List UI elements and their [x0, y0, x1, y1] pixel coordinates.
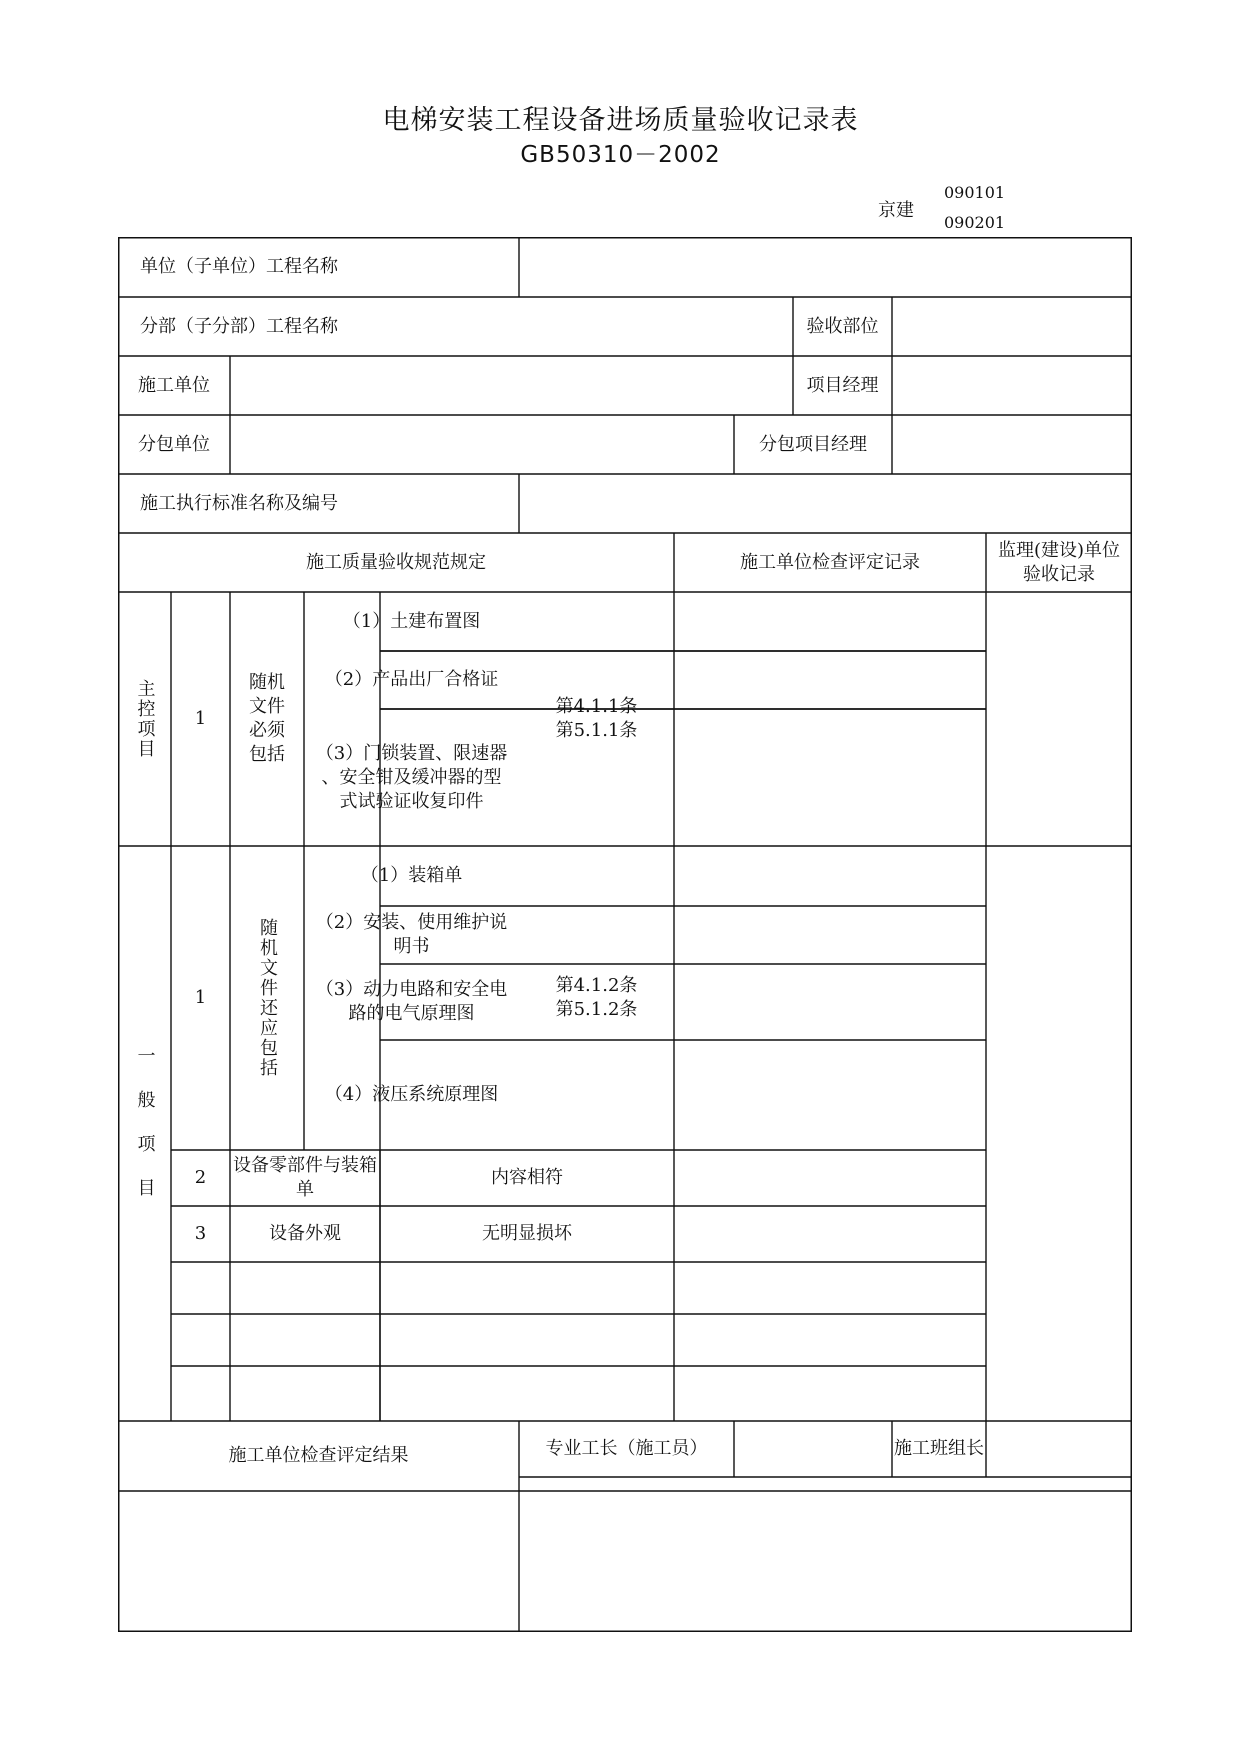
sub-pm-field[interactable]: [892, 415, 1132, 474]
team-leader-label: 施工班组长: [894, 1438, 984, 1459]
project-manager-field[interactable]: [892, 356, 1132, 415]
team-leader-field[interactable]: [986, 1421, 1132, 1477]
standard-name-field[interactable]: [519, 474, 1132, 533]
general-row-3-requirement: 无明显损坏: [482, 1223, 572, 1244]
column-supervisor-record: 监理(建设)单位 验收记录: [997, 539, 1121, 585]
general-row-2-number: 2: [194, 1167, 207, 1188]
main-control-number: 1: [194, 708, 207, 729]
main-control-group: 随机 文件 必须 包括: [249, 672, 285, 765]
general-row-3-item: 设备外观: [269, 1223, 341, 1244]
acceptance-form: [118, 237, 1132, 1632]
general-item-4: （4）液压系统原理图: [324, 1084, 499, 1105]
contractor-result-label: 施工单位检查评定结果: [228, 1445, 409, 1466]
main-item-1: （1）土建布置图: [342, 610, 481, 632]
main-item-2: （2）产品出厂合格证: [324, 669, 499, 690]
contractor-label: 施工单位: [138, 374, 210, 396]
general-row-2-requirement: 内容相符: [491, 1167, 563, 1188]
general-row-2-item: 设备零部件与装箱单: [233, 1155, 377, 1200]
general-group: 随机文件还应包括: [257, 918, 278, 1078]
foreman-field[interactable]: [734, 1421, 892, 1477]
subcontractor-label: 分包单位: [138, 433, 210, 455]
general-item-1: （1）装箱单: [360, 865, 463, 886]
acceptance-part-label: 验收部位: [806, 315, 879, 337]
sub-project-field[interactable]: [519, 297, 793, 356]
column-spec: 施工质量验收规范规定: [306, 551, 486, 573]
page-title: 电梯安装工程设备进场质量验收记录表: [382, 105, 859, 136]
main-control-label: 主控项目: [134, 679, 156, 759]
foreman-label: 专业工长（施工员）: [545, 1438, 708, 1459]
standard-code: GB50310－2002: [520, 142, 721, 168]
general-item-2: （2）安装、使用维护说 明书: [315, 912, 508, 957]
acceptance-part-field[interactable]: [892, 297, 1132, 356]
column-check-record: 施工单位检查评定记录: [740, 551, 920, 573]
general-clause: 第4.1.2条 第5.1.2条: [555, 975, 638, 1020]
sub-project-label: 分部（子分部）工程名称: [140, 315, 338, 337]
form-number-1: 090101: [944, 183, 1006, 202]
form-number-2: 090201: [944, 213, 1006, 232]
sub-pm-label: 分包项目经理: [759, 433, 867, 455]
unit-project-field[interactable]: [519, 237, 1132, 297]
main-clause: 第4.1.1条 第5.1.1条: [555, 696, 638, 741]
unit-project-label: 单位（子单位）工程名称: [140, 256, 338, 277]
main-item-3: （3）门锁装置、限速器 、安全钳及缓冲器的型 式试验证收复印件: [315, 742, 508, 812]
jingjian-label: 京建: [878, 200, 914, 221]
general-item-3: （3）动力电路和安全电 路的电气原理图: [315, 979, 508, 1024]
contractor-field[interactable]: [230, 356, 793, 415]
general-label: 一般项目: [134, 1045, 156, 1222]
general-number: 1: [194, 987, 207, 1008]
general-row-3-number: 3: [194, 1223, 207, 1244]
standard-name-label: 施工执行标准名称及编号: [140, 492, 338, 514]
subcontractor-field[interactable]: [230, 415, 734, 474]
project-manager-label: 项目经理: [806, 374, 879, 396]
